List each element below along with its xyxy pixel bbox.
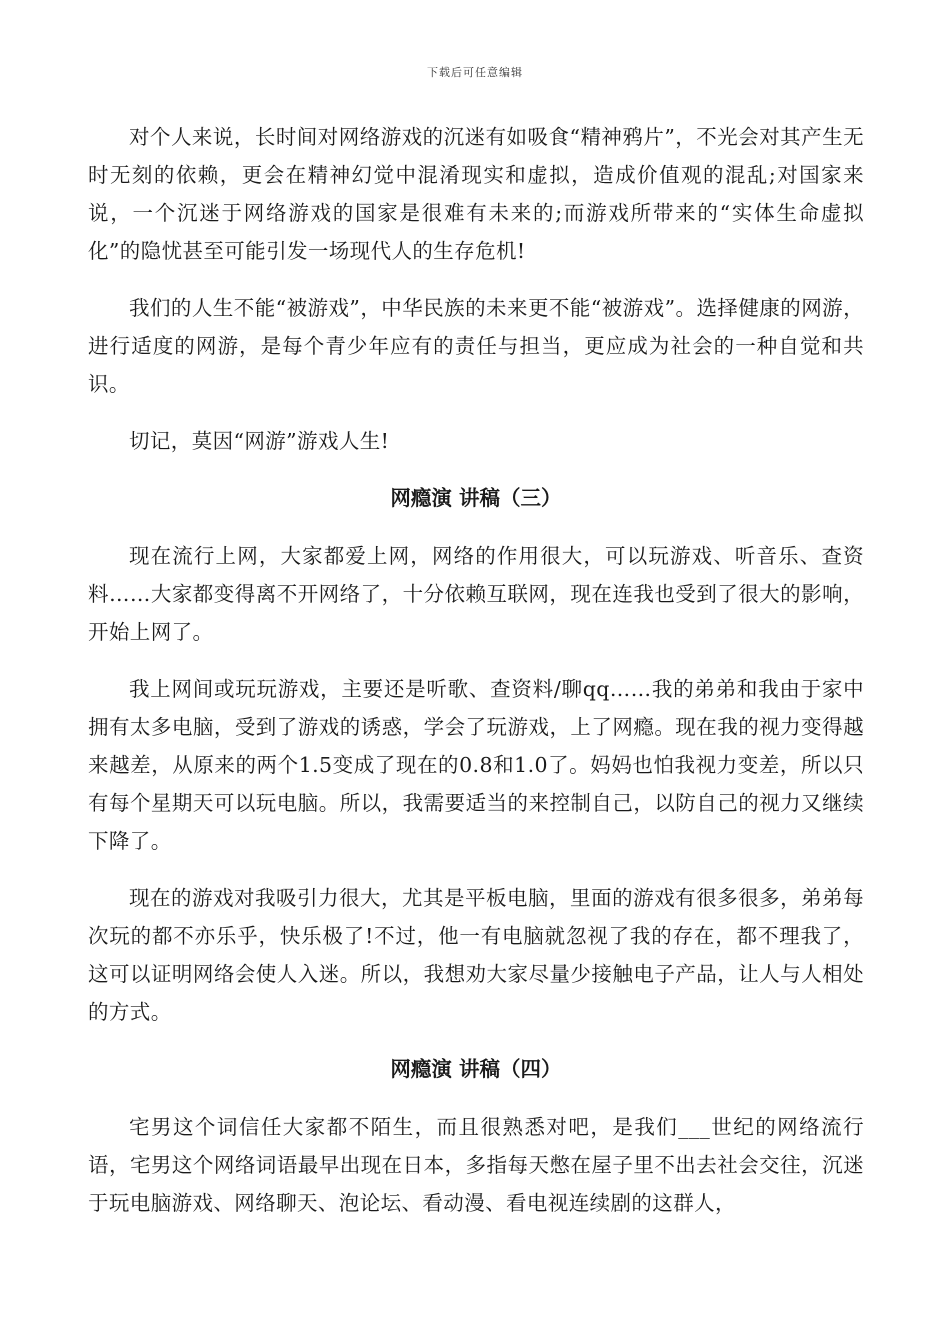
paragraph: 我上网间或玩玩游戏，主要还是听歌、查资料/聊qq……我的弟弟和我由于家中拥有太多电脑，受到了游戏的诱惑，学会了玩游戏，上了网瘾。现在我的视力变得越来越差，从原来的两个1.5变成了现在的0.8和1.0了。妈妈也怕我视力变差，所以只有每个星期天可以玩电脑。所以，我需要适当的来控制自己，以防自己的视力又继续下降了。 [88,677,864,853]
paragraph: 现在的游戏对我吸引力很大，尤其是平板电脑，里面的游戏有很多很多，弟弟每次玩的都不亦乐乎，快乐极了!不过，他一有电脑就忽视了我的存在，都不理我了，这可以证明网络会使人入迷。所以，我想劝大家尽量少接触电子产品，让人与人相处的方式。 [88,886,864,1024]
section-title-3: 网瘾演 讲稿（三） [390,486,562,510]
paragraph: 对个人来说，长时间对网络游戏的沉迷有如吸食“精神鸦片”，不光会对其产生无时无刻的依赖，更会在精神幻觉中混淆现实和虚拟，造成价值观的混乱;对国家来说，一个沉迷于网络游戏的国家是很难有未来的;而游戏所带来的“实体生命虚拟化”的隐忧甚至可能引发一场现代人的生存危机! [88,125,864,263]
paragraph: 宅男这个词信任大家都不陌生，而且很熟悉对吧，是我们___世纪的网络流行语，宅男这个网络词语最早出现在日本，多指每天憋在屋子里不出去社会交往，沉迷于玩电脑游戏、网络聊天、泡论坛、看动漫、看电视连续剧的这群人， [88,1115,864,1215]
paragraph: 现在流行上网，大家都爱上网，网络的作用很大，可以玩游戏、听音乐、查资料……大家都变得离不开网络了，十分依赖互联网，现在连我也受到了很大的影响，开始上网了。 [88,544,864,644]
paragraph: 切记，莫因“网游”游戏人生! [129,429,390,453]
paragraph: 我们的人生不能“被游戏”，中华民族的未来更不能“被游戏”。选择健康的网游，进行适度的网游，是每个青少年应有的责任与担当，更应成为社会的一种自觉和共识。 [88,296,864,396]
section-title-4: 网瘾演 讲稿（四） [390,1057,562,1081]
page-header-note: 下载后可任意编辑 [427,66,523,79]
document-body [88,118,864,1241]
